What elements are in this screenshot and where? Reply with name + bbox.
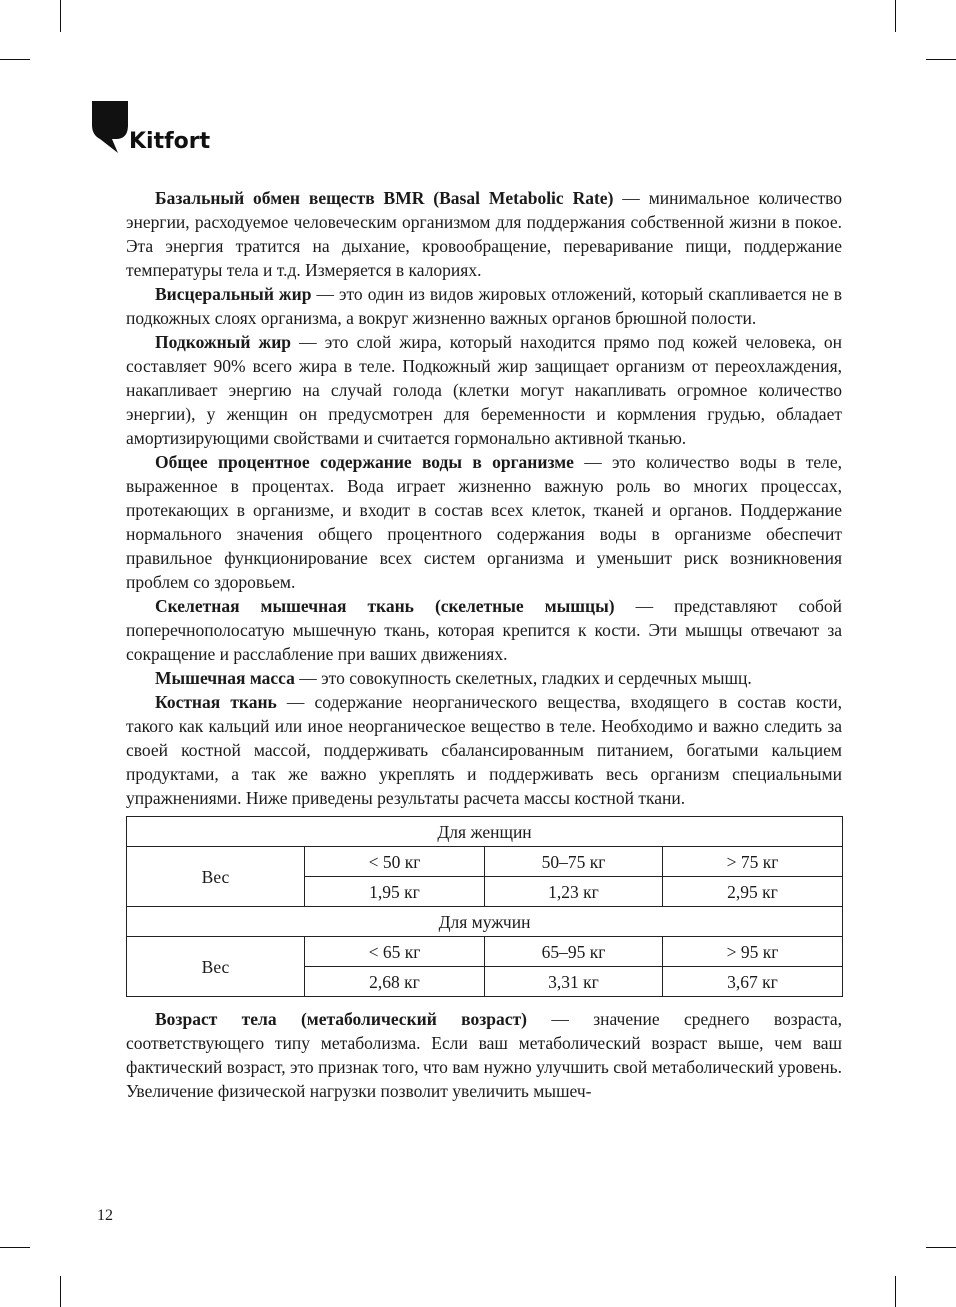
text-body-age: — значение среднего возраста, соответствующего типу метаболизма. Если ваш метаболический возраст выше, чем ваш фактический возраст, это признак того, что вам нужно улучшить свой метаболический уровень. Увеличение физической нагрузки позволит увеличить мышеч- (126, 1009, 843, 1101)
term-bone-tissue: Костная ткань (155, 692, 277, 712)
women-value-cell: 1,23 кг (485, 877, 663, 907)
table-row (127, 907, 843, 937)
women-range-cell: 50–75 кг (485, 847, 663, 877)
term-skeletal-muscle: Скелетная мышечная ткань (скелетные мышцы) (155, 596, 615, 616)
paragraph-bmr (126, 186, 842, 282)
crop-mark-top-right-vertical (895, 0, 896, 32)
crop-mark-top-left-vertical (60, 0, 61, 32)
women-value-cell: 1,95 кг (305, 877, 485, 907)
text-skeletal-muscle: — представляют собой поперечнополосатую мышечную ткань, которая крепится к кости. Эти мышцы отвечают за сокращение и расслабление при ваших движениях. (126, 596, 842, 664)
table-row (127, 847, 843, 877)
crop-mark-bottom-left-horizontal (0, 1247, 30, 1248)
term-bmr: Базальный обмен веществ BMR (Basal Metabolic Rate) (155, 188, 614, 208)
table-row (127, 817, 843, 847)
kitfort-logo-icon (92, 101, 128, 153)
women-range-cell: < 50 кг (305, 847, 485, 877)
men-range-cell: > 95 кг (663, 937, 843, 967)
women-value-cell: 2,95 кг (663, 877, 843, 907)
text-bone-tissue: — содержание неорганического вещества, входящего в состав кости, такого как кальций или иное неорганическое вещество в теле. Необходимо и важно следить за своей костной массой, поддерживать сбалансированным питанием, богатыми кальцием продуктами, а так же важно укреплять и поддерживать весь организм специальными упражнениями. Ниже приведены результаты расчета массы костной ткани. (126, 692, 843, 808)
paragraph-body-water (126, 450, 842, 594)
text-bmr: — минимальное количество энергии, расходуемое человеческим организмом для поддержания собственной жизни в покое. Эта энергия тратится на дыхание, кровообращение, переваривание пищи, поддержание температуры тела и т.д. Измеряется в калориях. (126, 188, 842, 280)
term-body-water: Общее процентное содержание воды в организме (155, 452, 574, 472)
women-header: Для женщин (127, 817, 843, 847)
brand-name: Kitfort (129, 129, 211, 154)
crop-mark-bottom-right-horizontal (926, 1247, 956, 1248)
men-value-cell: 3,31 кг (485, 967, 663, 997)
term-muscle-mass: Мышечная масса (155, 668, 295, 688)
brand-logo (92, 101, 210, 153)
women-weight-label: Вес (127, 847, 305, 907)
term-body-age: Возраст тела (метаболический возраст) (155, 1009, 527, 1029)
men-weight-label: Вес (127, 937, 305, 997)
paragraph-skeletal-muscle (126, 594, 842, 666)
men-header: Для мужчин (127, 907, 843, 937)
men-value-cell: 2,68 кг (305, 967, 485, 997)
table-row (127, 937, 843, 967)
term-visceral-fat: Висцеральный жир (155, 284, 312, 304)
men-range-cell: < 65 кг (305, 937, 485, 967)
text-body-water: — это количество воды в теле, выраженное в процентах. Вода играет жизненно важную роль во многих процессах, протекающих в организме, и входит в состав всех клеток, тканей и органов. Поддержание нормального значения общего процентного содержания воды в организме обеспечит правильное функционирование всех систем организма и уменьшит риск возникновения проблем со здоровьем. (126, 452, 842, 592)
bone-mass-table (126, 816, 843, 997)
main-content (126, 186, 842, 1103)
text-subcutaneous-fat: — это слой жира, который находится прямо под кожей человека, он составляет 90% всего жира в теле. Подкожный жир защищает организм от переохлаждения, накапливает энергию на случай голода (клетки могут накапливать огромное количество энергии), у женщин он предусмотрен для беременности и кормления грудью, обладает амортизирующими свойствами и считается гормонально активной тканью. (126, 332, 842, 448)
crop-mark-top-right-horizontal (926, 59, 956, 60)
term-subcutaneous-fat: Подкожный жир (155, 332, 292, 352)
paragraph-visceral-fat (126, 282, 842, 330)
paragraph-body-age (126, 1007, 842, 1103)
crop-mark-top-left-horizontal (0, 59, 30, 60)
women-range-cell: > 75 кг (663, 847, 843, 877)
paragraph-bone-tissue (126, 690, 842, 810)
paragraph-subcutaneous-fat (126, 330, 842, 450)
men-value-cell: 3,67 кг (663, 967, 843, 997)
crop-mark-bottom-left-vertical (60, 1276, 61, 1307)
crop-mark-bottom-right-vertical (895, 1276, 896, 1307)
paragraph-muscle-mass (126, 666, 842, 690)
text-muscle-mass: — это совокупность скелетных, гладких и сердечных мышц. (294, 668, 752, 688)
text-visceral-fat: — это один из видов жировых отложений, который скапливается не в подкожных слоях организма, а вокруг жизненно важных органов брюшной полости. (126, 284, 842, 328)
men-range-cell: 65–95 кг (485, 937, 663, 967)
page-number: 12 (97, 1207, 113, 1224)
